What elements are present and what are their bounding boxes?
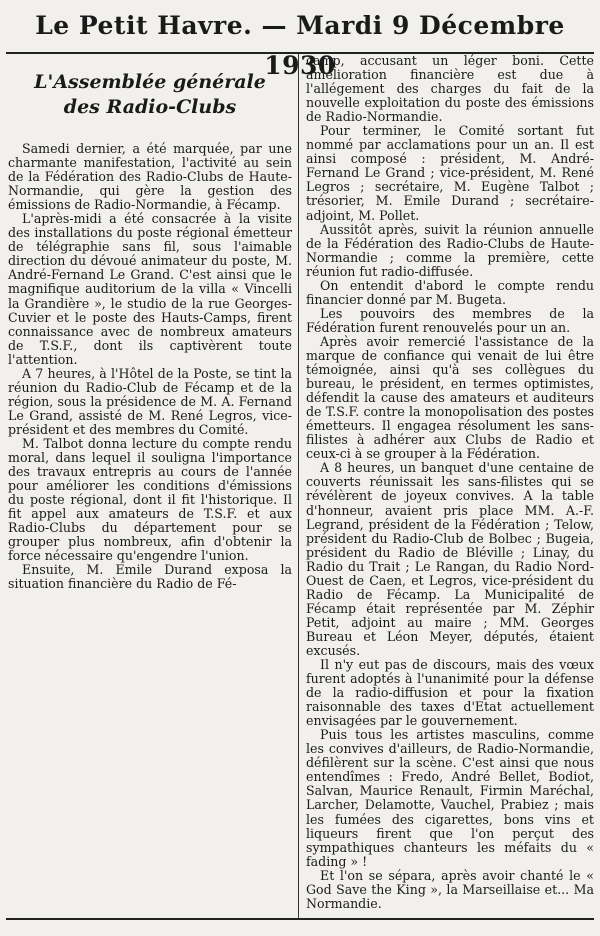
headline-line-1: L'Assemblée générale (34, 71, 266, 93)
paragraph: A 7 heures, à l'Hôtel de la Poste, se tint la réunion du Radio-Club de Fécamp et de la région, sous la présidence de M. A. Fernand Le Grand, assisté de M. René Legros, vice-président et des membres du Comité. (8, 365, 292, 437)
column-divider (298, 54, 299, 918)
paragraph: Il n'y eut pas de discours, mais des vœux furent adoptés à l'unanimité pour la défense de la radio-diffusion et pour la fixation raisonnable des taxes d'Etat actuellement envisagées par le gouvernement. (306, 657, 594, 729)
paragraph: Les pouvoirs des membres de la Fédération furent renouvelés pour un an. (306, 305, 594, 335)
article-headline (8, 70, 292, 120)
headline-line-2: des Radio-Clubs (63, 96, 237, 118)
paragraph: M. Talbot donna lecture du compte rendu moral, dans lequel il souligna l'importance des travaux entrepris au cours de l'année pour améliorer les conditions d'émissions du poste régional, dont il fit l'historique. Il fit appel aux amateurs de T.S.F. et aux Radio-Clubs du département pour se grouper plus nombreux, afin d'obtenir la force nécessaire qu'engendre l'union. (8, 435, 292, 564)
bottom-rule (6, 918, 594, 920)
paragraph: Aussitôt après, suivit la réunion annuelle de la Fédération des Radio-Clubs de Haute-Normandie ; comme la première, cette réunion fut radio-diffusée. (306, 221, 594, 279)
right-column (306, 54, 594, 911)
paragraph: camp, accusant un léger boni. Cette amélioration financière est due à l'allégement des charges du fait de la nouvelle exploitation du poste des émissions de Radio-Normandie. (306, 53, 594, 125)
paragraph: L'après-midi a été consacrée à la visite des installations du poste régional émetteur de télégraphie sans fil, sous l'aimable direction du dévoué animateur du poste, M. André-Fernand Le Grand. C'est ainsi que le magnifique auditorium de la villa « Vincelli la Grandière », le studio de la rue Georges-Cuvier et le poste des Hauts-Camps, firent connaissance avec de nombreux amateurs de T.S.F., dont ils captivèrent toute l'attention. (8, 211, 292, 367)
paragraph: On entendit d'abord le compte rendu financier donné par M. Bugeta. (306, 277, 594, 307)
paragraph: Pour terminer, le Comité sortant fut nommé par acclamations pour un an. Il est ainsi composé : président, M. André-Fernand Le Grand ; vice-président, M. René Legros ; secrétaire, M. Eugène Talbot ; trésorier, M. Emile Durand ; secrétaire-adjoint, M. Pollet. (306, 123, 594, 223)
masthead: Le Petit Havre. — Mardi 9 Décembre 1930 (35, 11, 565, 80)
paragraph: A 8 heures, un banquet d'une centaine de couverts réunissait les sans-filistes qui se révélèrent de joyeux convives. A la table d'honneur, avaient pris place MM. A.-F. Legrand, président de la Fédération ; Telow, président du Radio-Club de Bolbec ; Bugeia, président du Radio de Bléville ; Linay, du Radio du Trait ; Le Rangan, du Radio Nord-Ouest de Caen, et Legros, vice-président du Radio de Fécamp. La Municipalité de Fécamp était représentée par M. Zéphir Petit, adjoint au maire ; MM. Georges Bureau et Léon Meyer, députés, étaient excusés. (306, 460, 594, 658)
paragraph: Et l'on se sépara, après avoir chanté le « God Save the King », la Marseillaise et... Ma Normandie. (306, 867, 594, 911)
paragraph: Ensuite, M. Emile Durand exposa la situation financière du Radio de Fé- (8, 562, 292, 592)
left-column (8, 54, 292, 592)
paragraph: Après avoir remercié l'assistance de la marque de confiance qui venait de lui être témoignée, ainsi qu'à ses collègues du bureau, le président, en termes optimistes, défendit la cause des amateurs et auditeurs de T.S.F. contre la monopolisation des postes émetteurs. Il engagea résolument les sans-filistes à adhérer aux Clubs de Radio et ceux-ci à se grouper à la Fédération. (306, 333, 594, 462)
paragraph: Puis tous les artistes masculins, comme les convives d'ailleurs, de Radio-Normandie, défilèrent sur la scène. C'est ainsi que nous entendîmes : Fredo, André Bellet, Bodiot, Salvan, Maurice Renault, Firmin Maréchal, Larcher, Delamotte, Vauchel, Prabiez ; mais les fumées des cigarettes, bons vins et liqueurs firent que l'on perçut des sympathiques chanteurs les méfaits du « fading » ! (306, 727, 594, 869)
paragraph: Samedi dernier, a été marquée, par une charmante manifestation, l'activité au sein de la Fédération des Radio-Clubs de Haute-Normandie, qui gère la gestion des émissions de Radio-Normandie, à Fécamp. (8, 141, 292, 213)
